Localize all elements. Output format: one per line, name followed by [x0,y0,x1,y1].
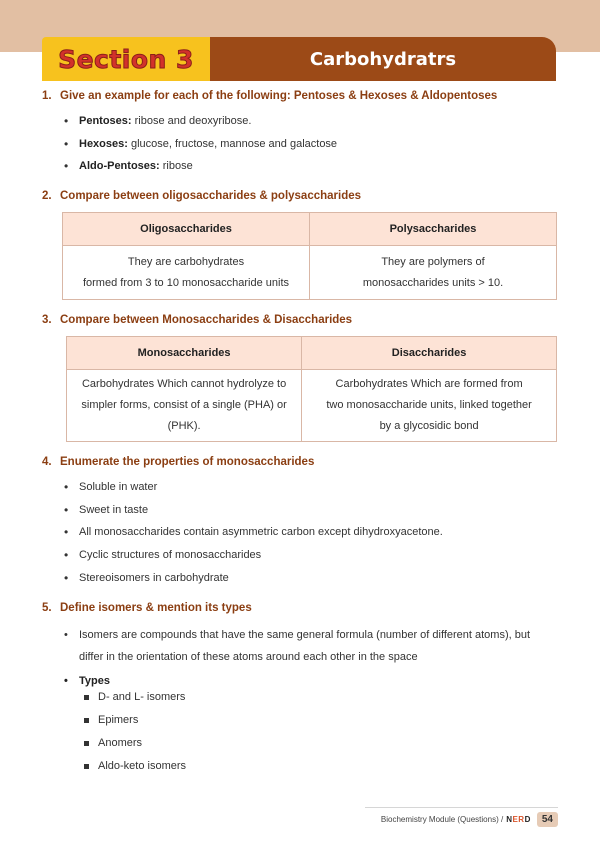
question-5-heading: 5. Define isomers & mention its types [42,602,252,614]
section-number-badge: Section 3 [42,37,210,81]
isomer-types-list [82,686,186,778]
types-label: • Types [64,670,534,692]
table-header: Disaccharides [302,337,557,370]
list-item: • Pentoses: ribose and deoxyribose. [64,110,337,133]
list-item: Aldo-keto isomers [82,755,186,778]
section-title-bar: Carbohydratrs [210,37,556,81]
list-item: • Aldo-Pentoses: ribose [64,155,337,178]
page-footer [381,812,558,827]
table-cell: They are carbohydrates formed from 3 to 10 monosaccharide units [63,246,310,300]
list-item: • All monosaccharides contain asymmetric carbon except dihydroxyacetone. [64,521,443,544]
comparison-table-mono-di [66,336,557,442]
isomer-definition: • Isomers are compounds that have the same general formula (number of different atoms), but differ in the orientation of these atoms around each other in the space [64,624,534,668]
list-item: • Soluble in water [64,476,443,499]
section-header [42,37,556,81]
question-5-answers [64,624,534,692]
footer-divider [365,807,558,808]
list-item: D- and L- isomers [82,686,186,709]
list-item: • Cyclic structures of monosaccharides [64,544,443,567]
comparison-table-oligo-poly [62,212,557,300]
page-number: 54 [537,812,558,827]
module-name: Biochemistry Module (Questions) / [380,815,504,824]
question-1-answers [64,110,337,178]
list-item: Anomers [82,732,186,755]
question-3-heading: 3. Compare between Monosaccharides & Disaccharides [42,314,353,326]
list-item: Epimers [82,709,186,732]
table-header: Polysaccharides [310,213,557,246]
list-item: • Sweet in taste [64,499,443,522]
question-1-heading: 1. Give an example for each of the following: Pentoses & Hexoses & Aldopentoses [42,90,498,102]
table-cell: Carbohydrates Which are formed from two monosaccharide units, linked together by a glycosidic bond [302,370,557,442]
table-cell: They are polymers of monosaccharides units > 10. [310,246,557,300]
table-cell: Carbohydrates Which cannot hydrolyze to simpler forms, consist of a single (PHA) or (PHK). [67,370,302,442]
table-header: Monosaccharides [67,337,302,370]
table-header: Oligosaccharides [63,213,310,246]
question-4-heading: 4. Enumerate the properties of monosaccharides [42,456,315,468]
question-2-heading: 2. Compare between oligosaccharides & polysaccharides [42,190,362,202]
list-item: • Stereoisomers in carbohydrate [64,567,443,590]
brand-logo: NERD [506,815,531,824]
question-4-answers [64,476,443,589]
list-item: • Hexoses: glucose, fructose, mannose and galactose [64,133,337,156]
